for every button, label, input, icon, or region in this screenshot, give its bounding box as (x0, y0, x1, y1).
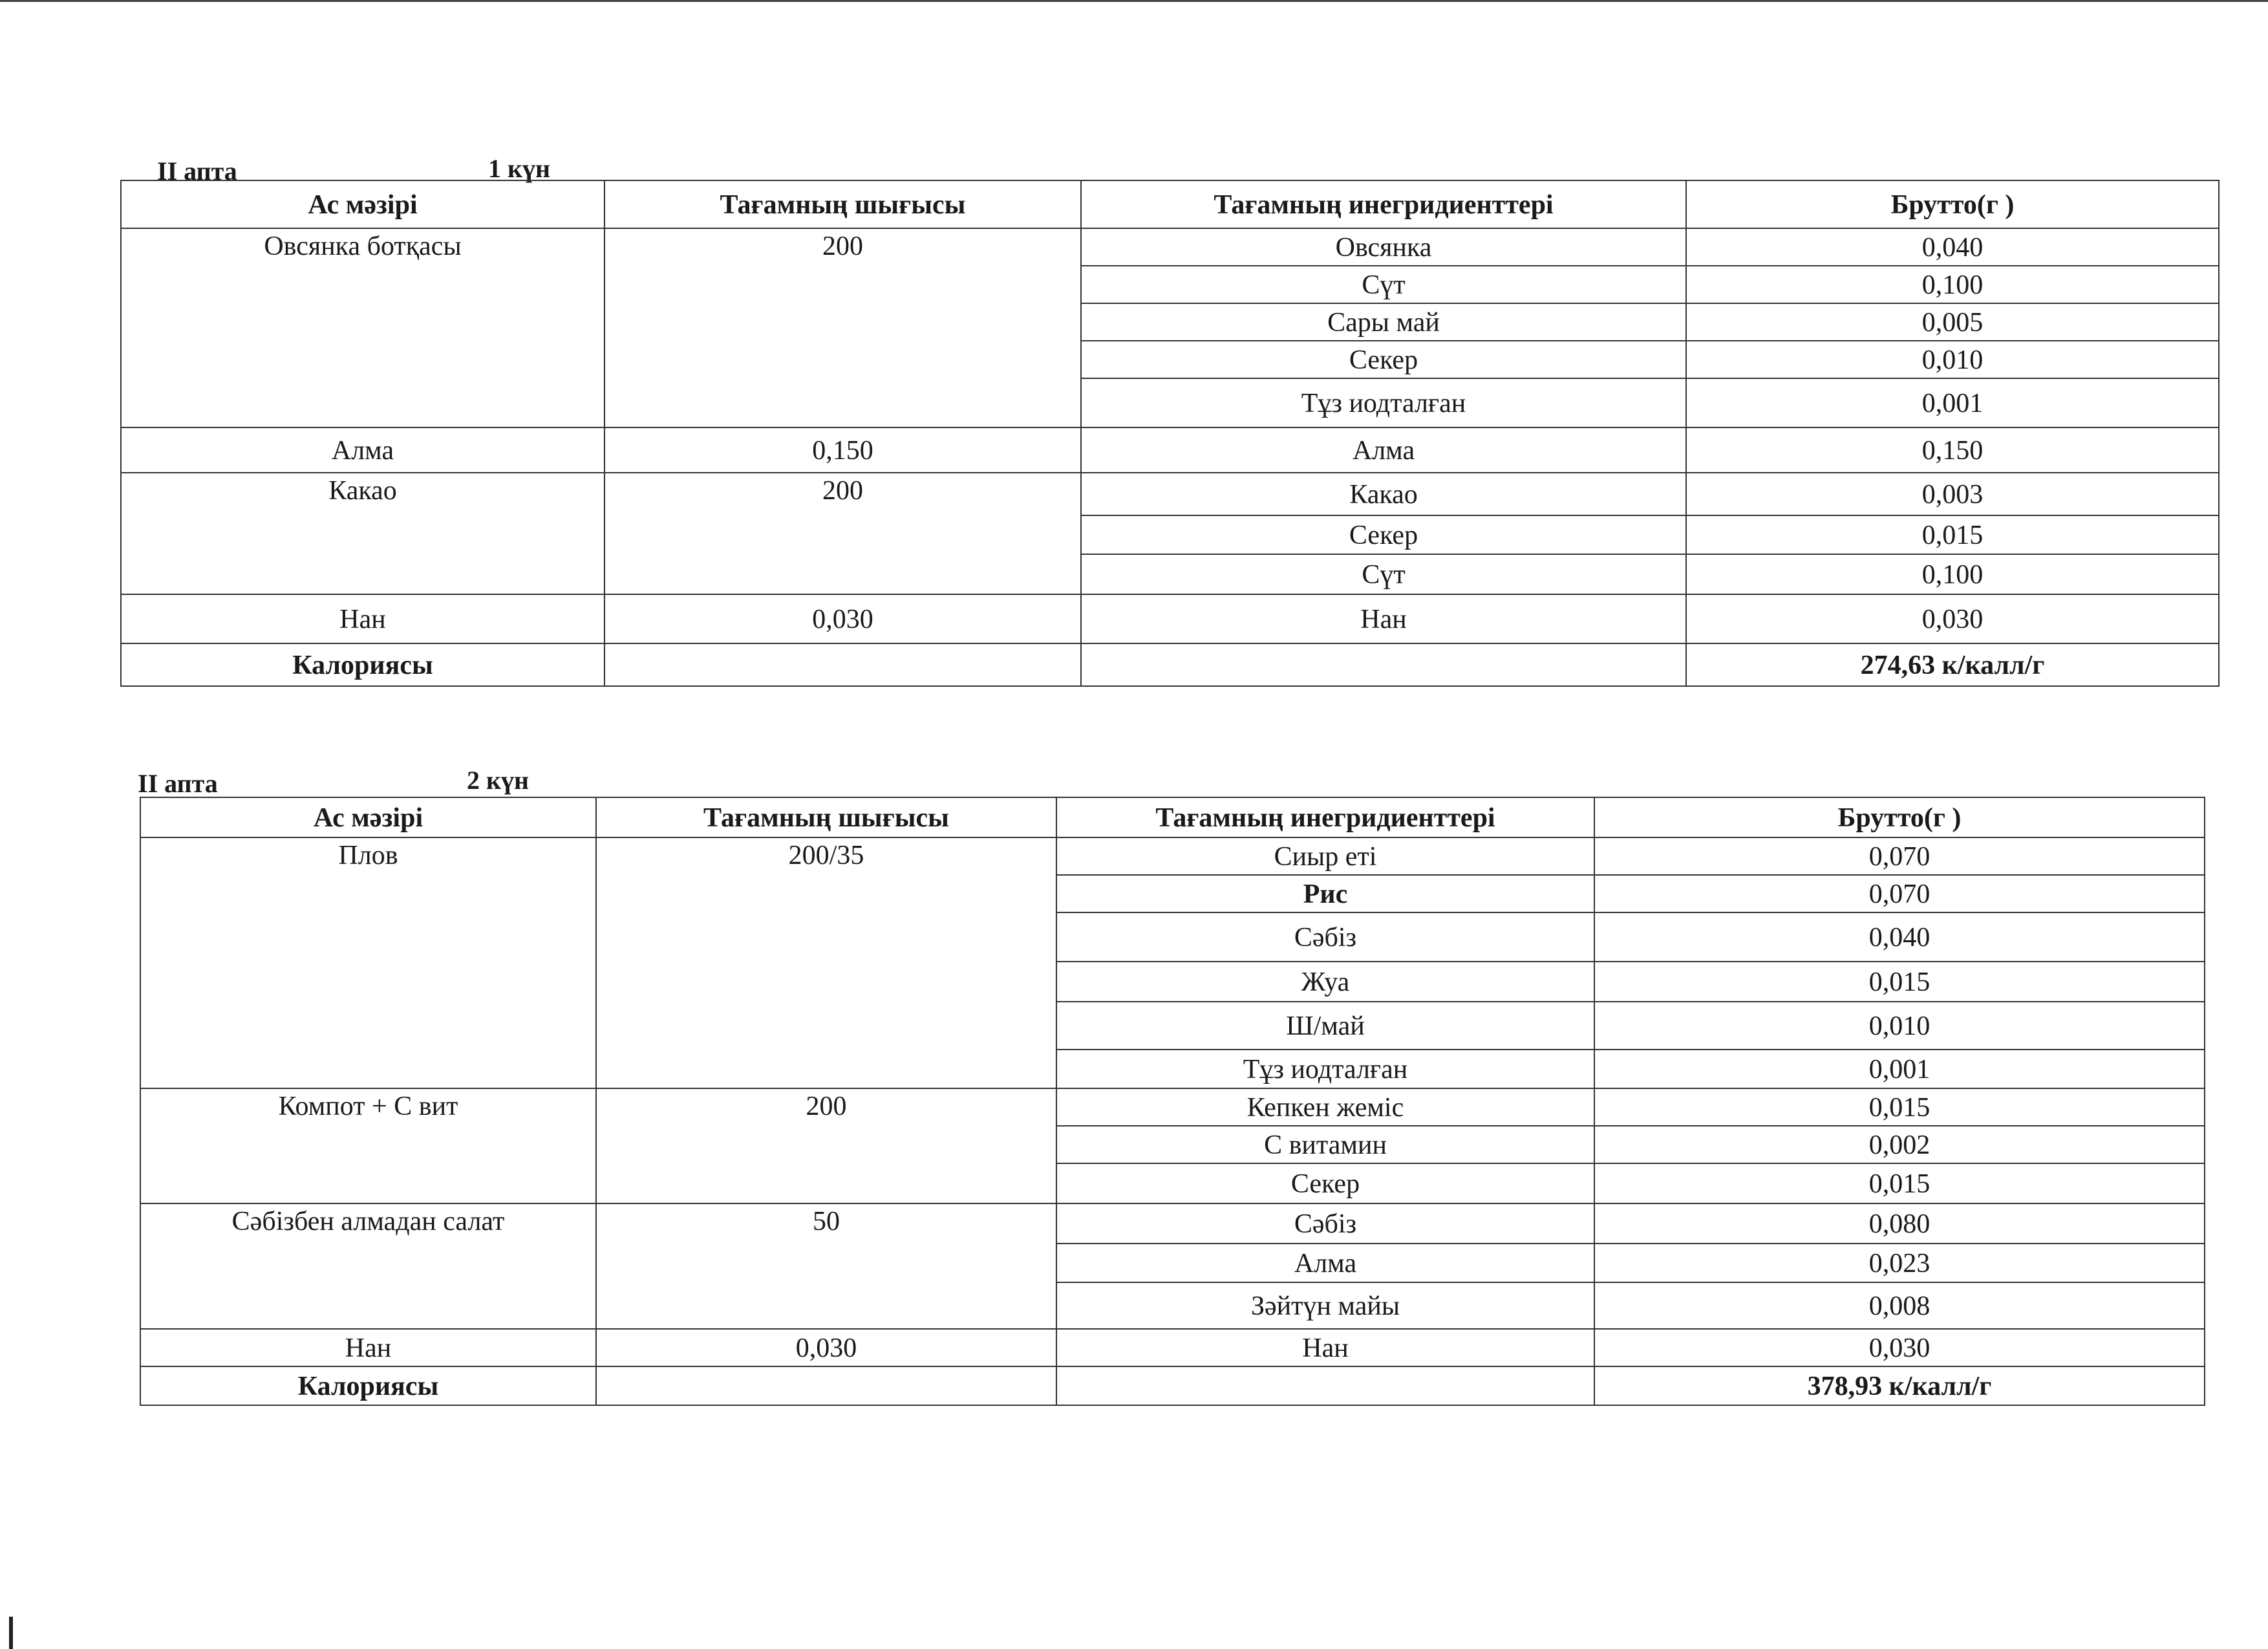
dish-name: Алма (121, 427, 604, 473)
dish-name: Сәбізбен алмадан салат (140, 1203, 596, 1329)
table-header-row (140, 797, 2205, 837)
dish-output: 200 (604, 228, 1081, 427)
dish-name: Какао (121, 473, 604, 594)
menu-table-day-2 (140, 797, 2205, 1406)
dish-name: Нан (140, 1329, 596, 1366)
table-row (140, 1088, 2205, 1126)
table-row (140, 1329, 2205, 1366)
ingredient-name: Сәбіз (1056, 912, 1594, 962)
empty-cell (604, 643, 1081, 686)
ingredient-name: Сәбіз (1056, 1203, 1594, 1244)
table-row (121, 427, 2219, 473)
table-row (121, 473, 2219, 515)
day-label: 2 күн (467, 766, 530, 795)
dish-output: 200/35 (596, 837, 1056, 1088)
ingredient-brutto: 0,001 (1686, 378, 2219, 427)
ingredient-brutto: 0,008 (1594, 1282, 2205, 1329)
day-label: 1 күн (488, 154, 551, 183)
empty-cell (596, 1366, 1056, 1405)
ingredient-name: Тұз иодталған (1056, 1050, 1594, 1088)
ingredient-brutto: 0,070 (1594, 837, 2205, 875)
ingredient-brutto: 0,100 (1686, 554, 2219, 594)
page-top-rule (0, 0, 2268, 2)
ingredient-brutto: 0,070 (1594, 875, 2205, 912)
column-header-menu: Ас мәзірі (140, 797, 596, 837)
dish-output: 50 (596, 1203, 1056, 1329)
ingredient-brutto: 0,005 (1686, 303, 2219, 341)
ingredient-brutto: 0,100 (1686, 266, 2219, 303)
ingredient-brutto: 0,002 (1594, 1126, 2205, 1163)
column-header-ingredients: Тағамның инегридиенттері (1056, 797, 1594, 837)
ingredient-brutto: 0,015 (1686, 515, 2219, 554)
column-header-output: Тағамның шығысы (596, 797, 1056, 837)
dish-output: 200 (596, 1088, 1056, 1203)
ingredient-name: Жуа (1056, 962, 1594, 1002)
dish-name: Компот + С вит (140, 1088, 596, 1203)
ingredient-brutto: 0,003 (1686, 473, 2219, 515)
menu-table-day-1 (120, 180, 2220, 687)
ingredient-name: Сары май (1081, 303, 1686, 341)
ingredient-brutto: 0,010 (1686, 341, 2219, 378)
ingredient-name: С витамин (1056, 1126, 1594, 1163)
empty-cell (1056, 1366, 1594, 1405)
calories-value: 274,63 к/калл/г (1686, 643, 2219, 686)
ingredient-brutto: 0,150 (1686, 427, 2219, 473)
ingredient-brutto: 0,040 (1686, 228, 2219, 266)
ingredient-name: Какао (1081, 473, 1686, 515)
table-header-row (121, 180, 2219, 228)
ingredient-name: Секер (1081, 341, 1686, 378)
dish-name: Овсянка ботқасы (121, 228, 604, 427)
ingredient-name: Секер (1056, 1163, 1594, 1203)
table-row (140, 837, 2205, 875)
ingredient-brutto: 0,030 (1686, 594, 2219, 643)
ingredient-name: Нан (1081, 594, 1686, 643)
ingredient-name: Ш/май (1056, 1002, 1594, 1050)
calories-value: 378,93 к/калл/г (1594, 1366, 2205, 1405)
calories-row (140, 1366, 2205, 1405)
calories-label: Калориясы (121, 643, 604, 686)
dish-output: 0,030 (596, 1329, 1056, 1366)
week-label: II апта (138, 769, 218, 798)
table-row (121, 228, 2219, 266)
ingredient-name: Зәйтүн майы (1056, 1282, 1594, 1329)
ingredient-name: Алма (1081, 427, 1686, 473)
column-header-brutto: Брутто(г ) (1686, 180, 2219, 228)
ingredient-brutto: 0,040 (1594, 912, 2205, 962)
dish-output: 0,030 (604, 594, 1081, 643)
ingredient-name: Алма (1056, 1244, 1594, 1282)
dish-output: 0,150 (604, 427, 1081, 473)
table-row (140, 1203, 2205, 1244)
ingredient-name: Тұз иодталған (1081, 378, 1686, 427)
ingredient-brutto: 0,015 (1594, 962, 2205, 1002)
column-header-ingredients: Тағамның инегридиенттері (1081, 180, 1686, 228)
week-label: II апта (157, 156, 237, 186)
dish-output: 200 (604, 473, 1081, 594)
ingredient-name: Кепкен жеміс (1056, 1088, 1594, 1126)
ingredient-brutto: 0,015 (1594, 1088, 2205, 1126)
ingredient-name: Сиыр еті (1056, 837, 1594, 875)
ingredient-name: Рис (1056, 875, 1594, 912)
ingredient-brutto: 0,030 (1594, 1329, 2205, 1366)
ingredient-name: Овсянка (1081, 228, 1686, 266)
ingredient-name: Сүт (1081, 266, 1686, 303)
ingredient-brutto: 0,023 (1594, 1244, 2205, 1282)
ingredient-brutto: 0,001 (1594, 1050, 2205, 1088)
margin-mark (9, 1617, 13, 1649)
calories-label: Калориясы (140, 1366, 596, 1405)
calories-row (121, 643, 2219, 686)
column-header-output: Тағамның шығысы (604, 180, 1081, 228)
dish-name: Нан (121, 594, 604, 643)
ingredient-brutto: 0,080 (1594, 1203, 2205, 1244)
table-row (121, 594, 2219, 643)
ingredient-name: Нан (1056, 1329, 1594, 1366)
ingredient-brutto: 0,015 (1594, 1163, 2205, 1203)
column-header-menu: Ас мәзірі (121, 180, 604, 228)
ingredient-name: Секер (1081, 515, 1686, 554)
empty-cell (1081, 643, 1686, 686)
column-header-brutto: Брутто(г ) (1594, 797, 2205, 837)
dish-name: Плов (140, 837, 596, 1088)
ingredient-name: Сүт (1081, 554, 1686, 594)
ingredient-brutto: 0,010 (1594, 1002, 2205, 1050)
